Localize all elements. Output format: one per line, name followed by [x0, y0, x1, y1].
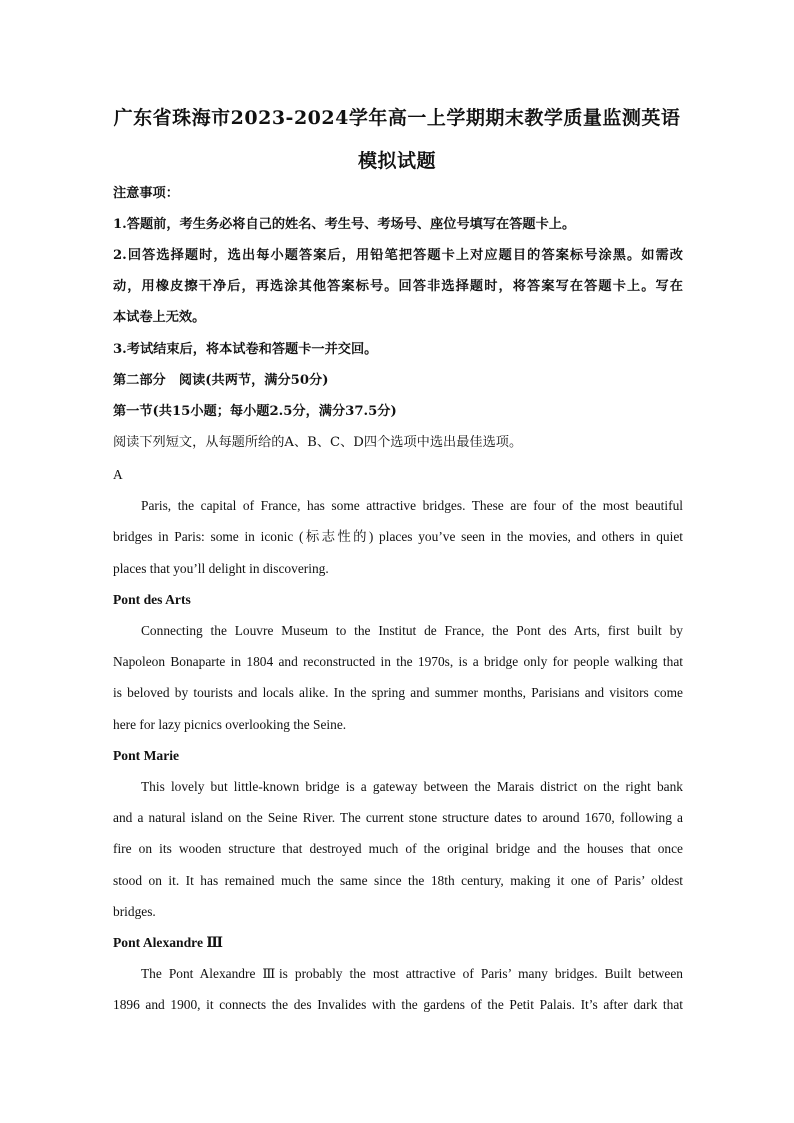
- pont-marie-line-4: stood on it. It has remained much the same since the 18th century, making it one of Paris’ oldest: [113, 873, 683, 888]
- notice-item-1: 1.答题前，考生务必将自己的姓名、考生号、考场号、座位号填写在答题卡上。: [113, 217, 576, 232]
- pont-marie-line-1: This lovely but little-known bridge is a gateway between the Marais district on the right bank: [141, 779, 683, 794]
- pont-des-arts-line-1: Connecting the Louvre Museum to the Institut de France, the Pont des Arts, first built by: [141, 623, 683, 638]
- pont-marie-line-5: bridges.: [113, 904, 156, 919]
- pont-alexandre-line-2: 1896 and 1900, it connects the des Invalides with the gardens of the Petit Palais. It’s after dark that: [113, 997, 683, 1012]
- pont-des-arts-line-4: here for lazy picnics overlooking the Seine.: [113, 717, 347, 732]
- intro-line-1: Paris, the capital of France, has some attractive bridges. These are four of the most beautiful: [141, 498, 683, 513]
- section-heading: 第一节(共15小题；每小题2.5分，满分37.5分): [113, 404, 397, 419]
- pont-marie-line-3: fire on its wooden structure that destroyed much of the original bridge and the houses that once: [113, 841, 683, 856]
- notice-item-2-line-1: 2.回答选择题时，选出每小题答案后，用铅笔把答题卡上对应题目的答案标号涂黑。如需改: [113, 248, 683, 263]
- section-heading-pont-alexandre: Pont Alexandre Ⅲ: [113, 935, 223, 950]
- document-title-line1: 广东省珠海市2023-2024学年高一上学期期末教学质量监测英语: [113, 107, 681, 129]
- pont-alexandre-line-1: The Pont Alexandre Ⅲis probably the most attractive of Paris’ many bridges. Built between: [141, 966, 683, 981]
- pont-des-arts-line-2: Napoleon Bonaparte in 1804 and reconstructed in the 1970s, is a bridge only for people walking that: [113, 654, 683, 669]
- pont-des-arts-line-3: is beloved by tourists and locals alike. In the spring and summer months, Parisians and visitors come: [113, 685, 683, 700]
- notice-item-2-line-3: 本试卷上无效。: [113, 310, 206, 325]
- intro-line-2: bridges in Paris: some in iconic (标志性的) places you’ve seen in the movies, and others in quiet: [113, 529, 683, 544]
- notice-heading: 注意事项：: [113, 186, 179, 201]
- part-heading: 第二部分 阅读(共两节，满分50分): [113, 373, 329, 388]
- document-title-line2: 模拟试题: [357, 150, 436, 172]
- notice-item-3: 3.考试结束后，将本试卷和答题卡一并交回。: [113, 342, 378, 357]
- pont-marie-line-2: and a natural island on the Seine River. The current stone structure dates to around 1670, following a: [113, 810, 683, 825]
- section-heading-pont-marie: Pont Marie: [113, 748, 180, 763]
- notice-item-2-line-2: 动，用橡皮擦干净后，再选涂其他答案标号。回答非选择题时，将答案写在答题卡上。写在: [113, 279, 683, 294]
- section-heading-pont-des-arts: Pont des Arts: [113, 592, 191, 607]
- passage-label: A: [113, 467, 123, 482]
- instruction-text: 阅读下列短文，从每题所给的A、B、C、D四个选项中选出最佳选项。: [113, 435, 523, 450]
- intro-line-3: places that you’ll delight in discovering.: [113, 561, 329, 576]
